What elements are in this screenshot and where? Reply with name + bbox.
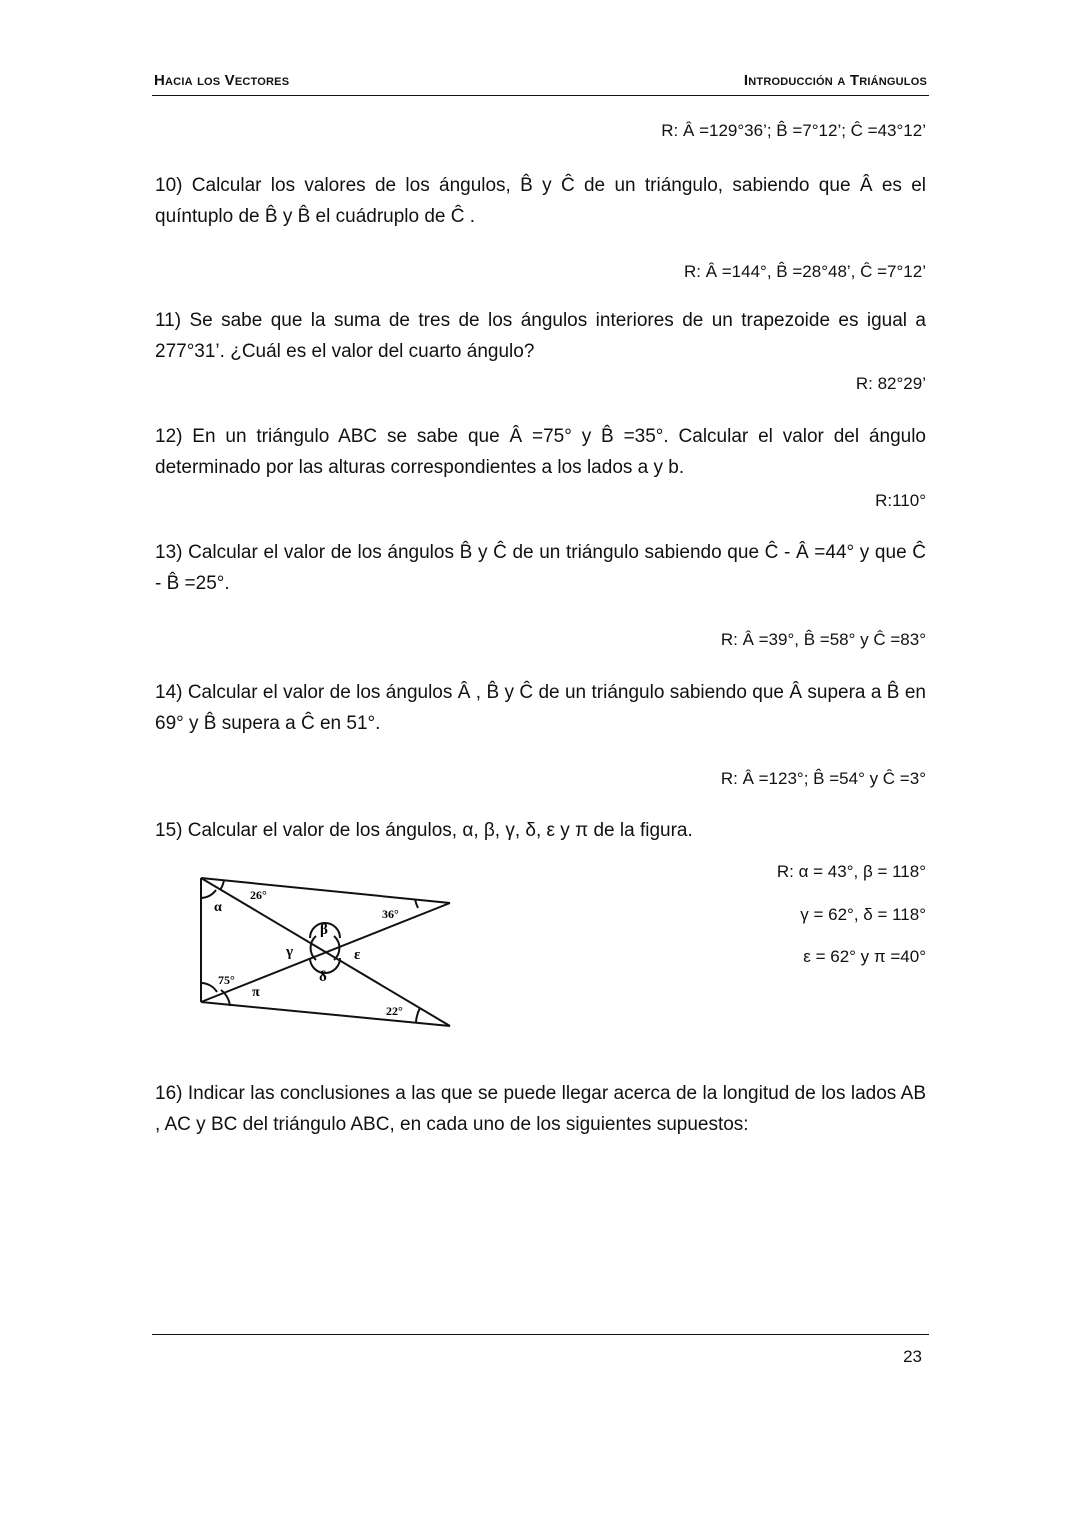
angles-figure: [190, 868, 460, 1033]
exercise-15: 15) Calcular el valor de los ángulos, α, β, γ, δ, ε y π de la figura.: [155, 820, 693, 841]
exercise-14: 14) Calcular el valor de los ángulos Â , B̂ y Ĉ de un triángulo sabiendo que Â supera a B̂ en 69° y B̂ supera a Ĉ en 51°.: [155, 682, 926, 734]
label-epsilon: ε: [354, 947, 361, 963]
exercise-13: 13) Calcular el valor de los ángulos B̂ y Ĉ de un triángulo sabiendo que Ĉ - Â =44° y que Ĉ - B̂ =25°.: [155, 542, 926, 594]
arc-22: [416, 1008, 420, 1022]
label-26: 26°: [250, 888, 267, 902]
exercise-16: 16) Indicar las conclusiones a las que se puede llegar acerca de la longitud de los lados AB , AC y BC del triángulo ABC, en cada uno de los siguientes supuestos:: [155, 1083, 926, 1135]
label-pi: π: [252, 985, 260, 1000]
exercise-10: 10) Calcular los valores de los ángulos, B̂ y Ĉ de un triángulo, sabiendo que Â es el quíntuplo de B̂ y B̂ el cuádruplo de Ĉ .: [155, 175, 926, 227]
exercise-12: 12) En un triángulo ABC se sabe que Â =75° y B̂ =35°. Calcular el valor del ángulo determinado por las alturas correspondientes a los lados a y b.: [155, 426, 926, 478]
arc-26: [220, 880, 224, 890]
answer-14: R: Â =123°; B̂ =54° y Ĉ =3°: [720, 769, 926, 788]
label-gamma: γ: [286, 944, 294, 960]
arc-75: [201, 983, 217, 992]
answer-12: R:110°: [875, 491, 926, 510]
running-header-left: Hacia los Vectores: [154, 72, 290, 89]
figure-bottom-side: [201, 1002, 450, 1026]
page-number: 23: [903, 1347, 922, 1366]
answer-13: R: Â =39°, B̂ =58° y Ĉ =83°: [720, 630, 926, 649]
answer-15-line-3: ε = 62° y π =40°: [803, 947, 926, 966]
header-rule: [152, 95, 929, 96]
label-beta: β: [320, 922, 328, 938]
running-header-right: Introducción a Triángulos: [743, 72, 927, 89]
answer-10: R: Â =144°, B̂ =28°48’, Ĉ =7°12’: [683, 262, 926, 281]
exercise-11: 11) Se sabe que la suma de tres de los ángulos interiores de un trapezoide es igual a 277°31’. ¿Cuál es el valor del cuarto ángulo?: [155, 310, 926, 362]
arc-alpha: [201, 890, 216, 898]
answer-11: R: 82°29’: [855, 374, 926, 393]
label-36: 36°: [382, 907, 399, 921]
answer-15-line-2: γ = 62°, δ = 118°: [800, 905, 926, 924]
figure-diagonal-2: [201, 903, 450, 1002]
label-delta: δ: [319, 969, 327, 985]
label-alpha: α: [214, 900, 222, 915]
answer-15-line-1: R: α = 43°, β = 118°: [776, 862, 926, 881]
label-22: 22°: [386, 1004, 403, 1018]
answer-9: R: Â =129°36’; B̂ =7°12’; Ĉ =43°12’: [661, 121, 926, 140]
label-75: 75°: [218, 973, 235, 987]
footer-rule: [152, 1334, 929, 1335]
